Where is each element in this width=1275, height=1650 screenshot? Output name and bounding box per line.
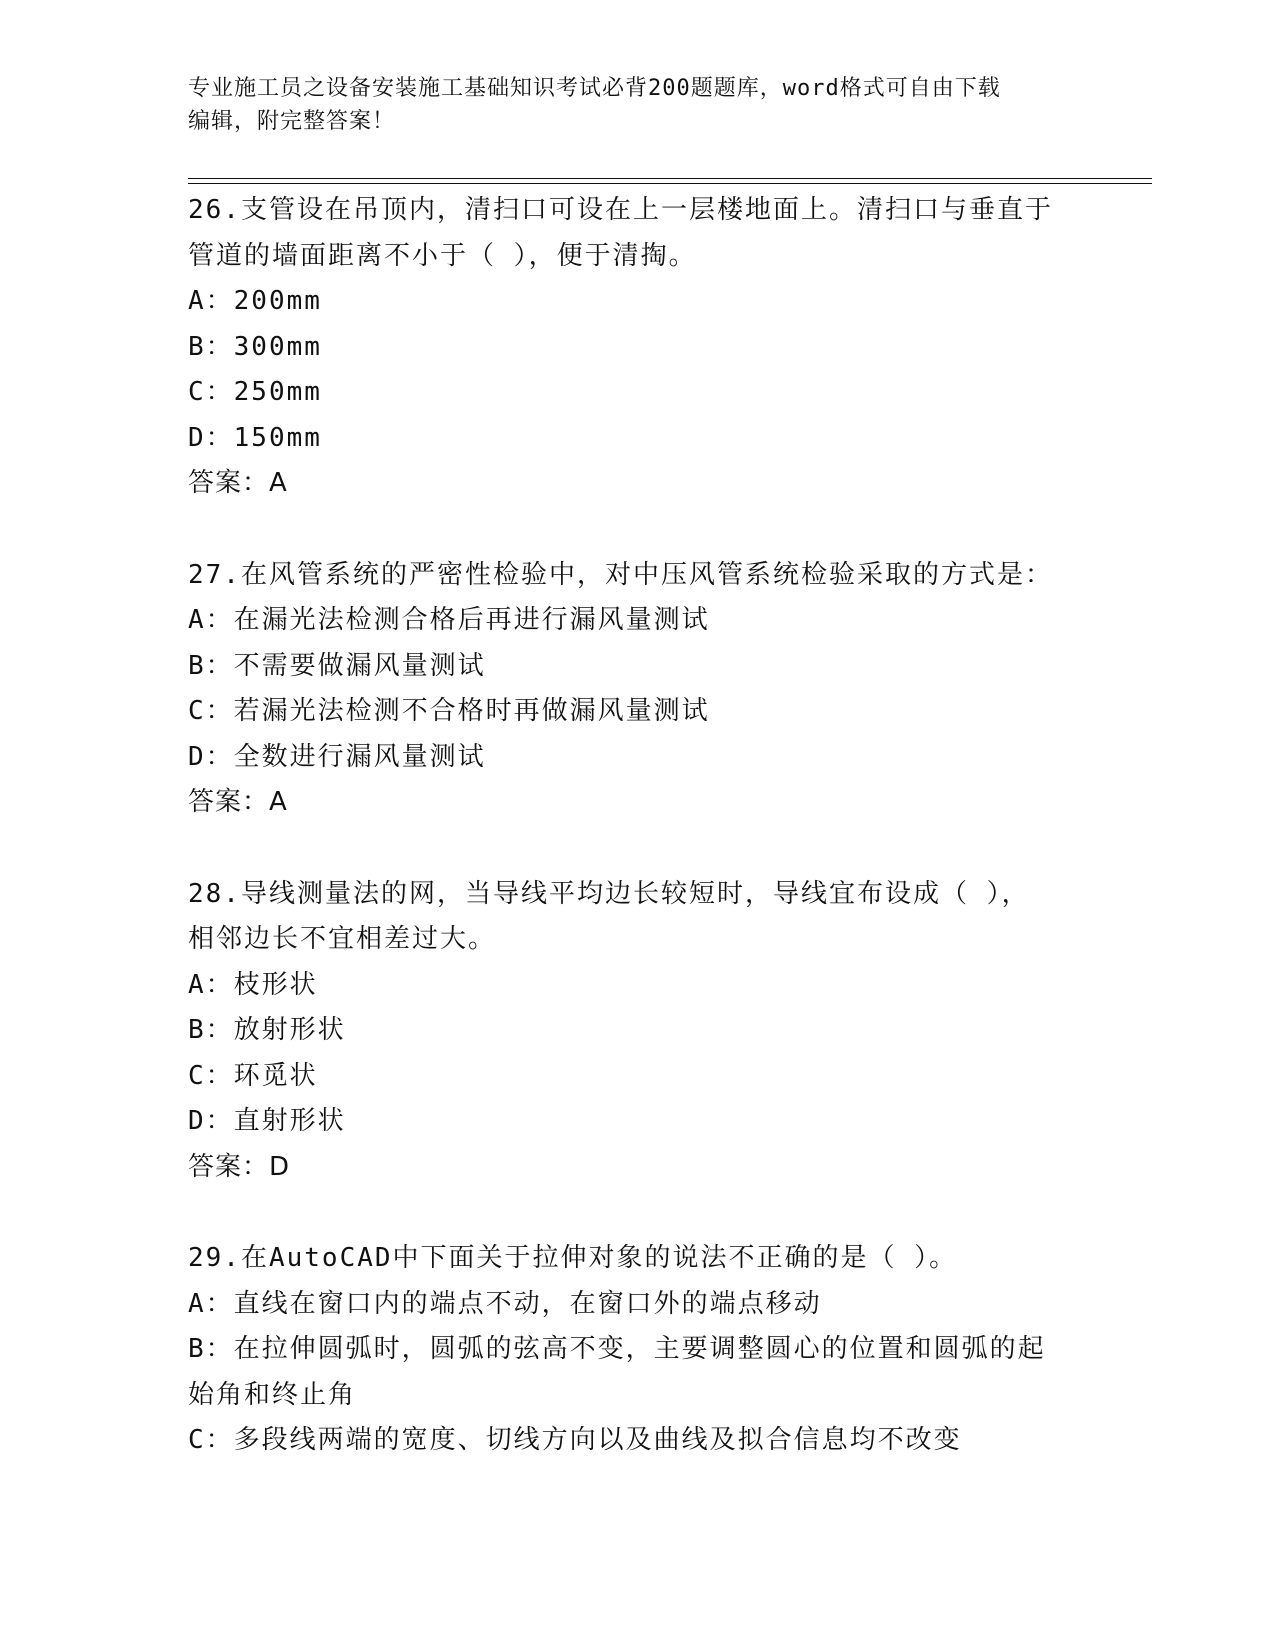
option-d: D：直射形状 [188,1106,346,1136]
answer-line: 答案：A [188,787,288,817]
option-c: C：环觅状 [188,1060,318,1091]
document-header [188,72,1068,138]
question-stem: 管道的墙面距离不小于（ ），便于清掏。 [188,240,697,271]
option-c: C：250mm [188,377,322,407]
question-26 [188,188,1088,507]
option-b-continued: 始角和终止角 [188,1379,357,1410]
header-line-1: 专业施工员之设备安装施工基础知识考试必背200题题库，word格式可自由下载 [188,76,1001,101]
answer-line: 答案：D [188,1151,291,1182]
option-b: B：放射形状 [188,1015,346,1045]
option-a: A：在漏光法检测合格后再进行漏风量测试 [188,605,710,635]
question-stem: 26.支管设在吊顶内，清扫口可设在上一层楼地面上。清扫口与垂直于 [188,195,1053,225]
answer-line: 答案：A [188,468,288,498]
header-divider-top [188,178,1152,179]
header-line-2: 编辑，附完整答案！ [188,109,396,134]
option-b: B：在拉伸圆弧时，圆弧的弦高不变，主要调整圆心的位置和圆弧的起 [188,1334,1046,1364]
question-spacer [188,507,1088,553]
option-a: A：枝形状 [188,969,318,1000]
option-c: C：若漏光法检测不合格时再做漏风量测试 [188,696,710,726]
question-27 [188,553,1088,826]
option-a: A：200mm [188,286,322,316]
option-b: B：不需要做漏风量测试 [188,650,486,681]
header-divider-bottom [188,183,1152,184]
option-a: A：直线在窗口内的端点不动，在窗口外的端点移动 [188,1288,822,1319]
question-stem: 28.导线测量法的网，当导线平均边长较短时，导线宜布设成（ ）， [188,878,1030,909]
question-list [188,188,1088,1464]
option-b: B：300mm [188,331,322,362]
question-28 [188,872,1088,1191]
question-stem: 相邻边长不宜相差过大。 [188,924,497,954]
option-c: C：多段线两端的宽度、切线方向以及曲线及拟合信息均不改变 [188,1425,962,1455]
option-d: D：150mm [188,422,322,453]
question-spacer [188,1190,1088,1236]
question-stem: 27.在风管系统的严密性检验中，对中压风管系统检验采取的方式是： [188,559,1053,590]
question-29 [188,1236,1088,1464]
option-d: D：全数进行漏风量测试 [188,741,486,772]
question-stem: 29.在AutoCAD中下面关于拉伸对象的说法不正确的是（ ）。 [188,1243,958,1273]
question-spacer [188,826,1088,872]
